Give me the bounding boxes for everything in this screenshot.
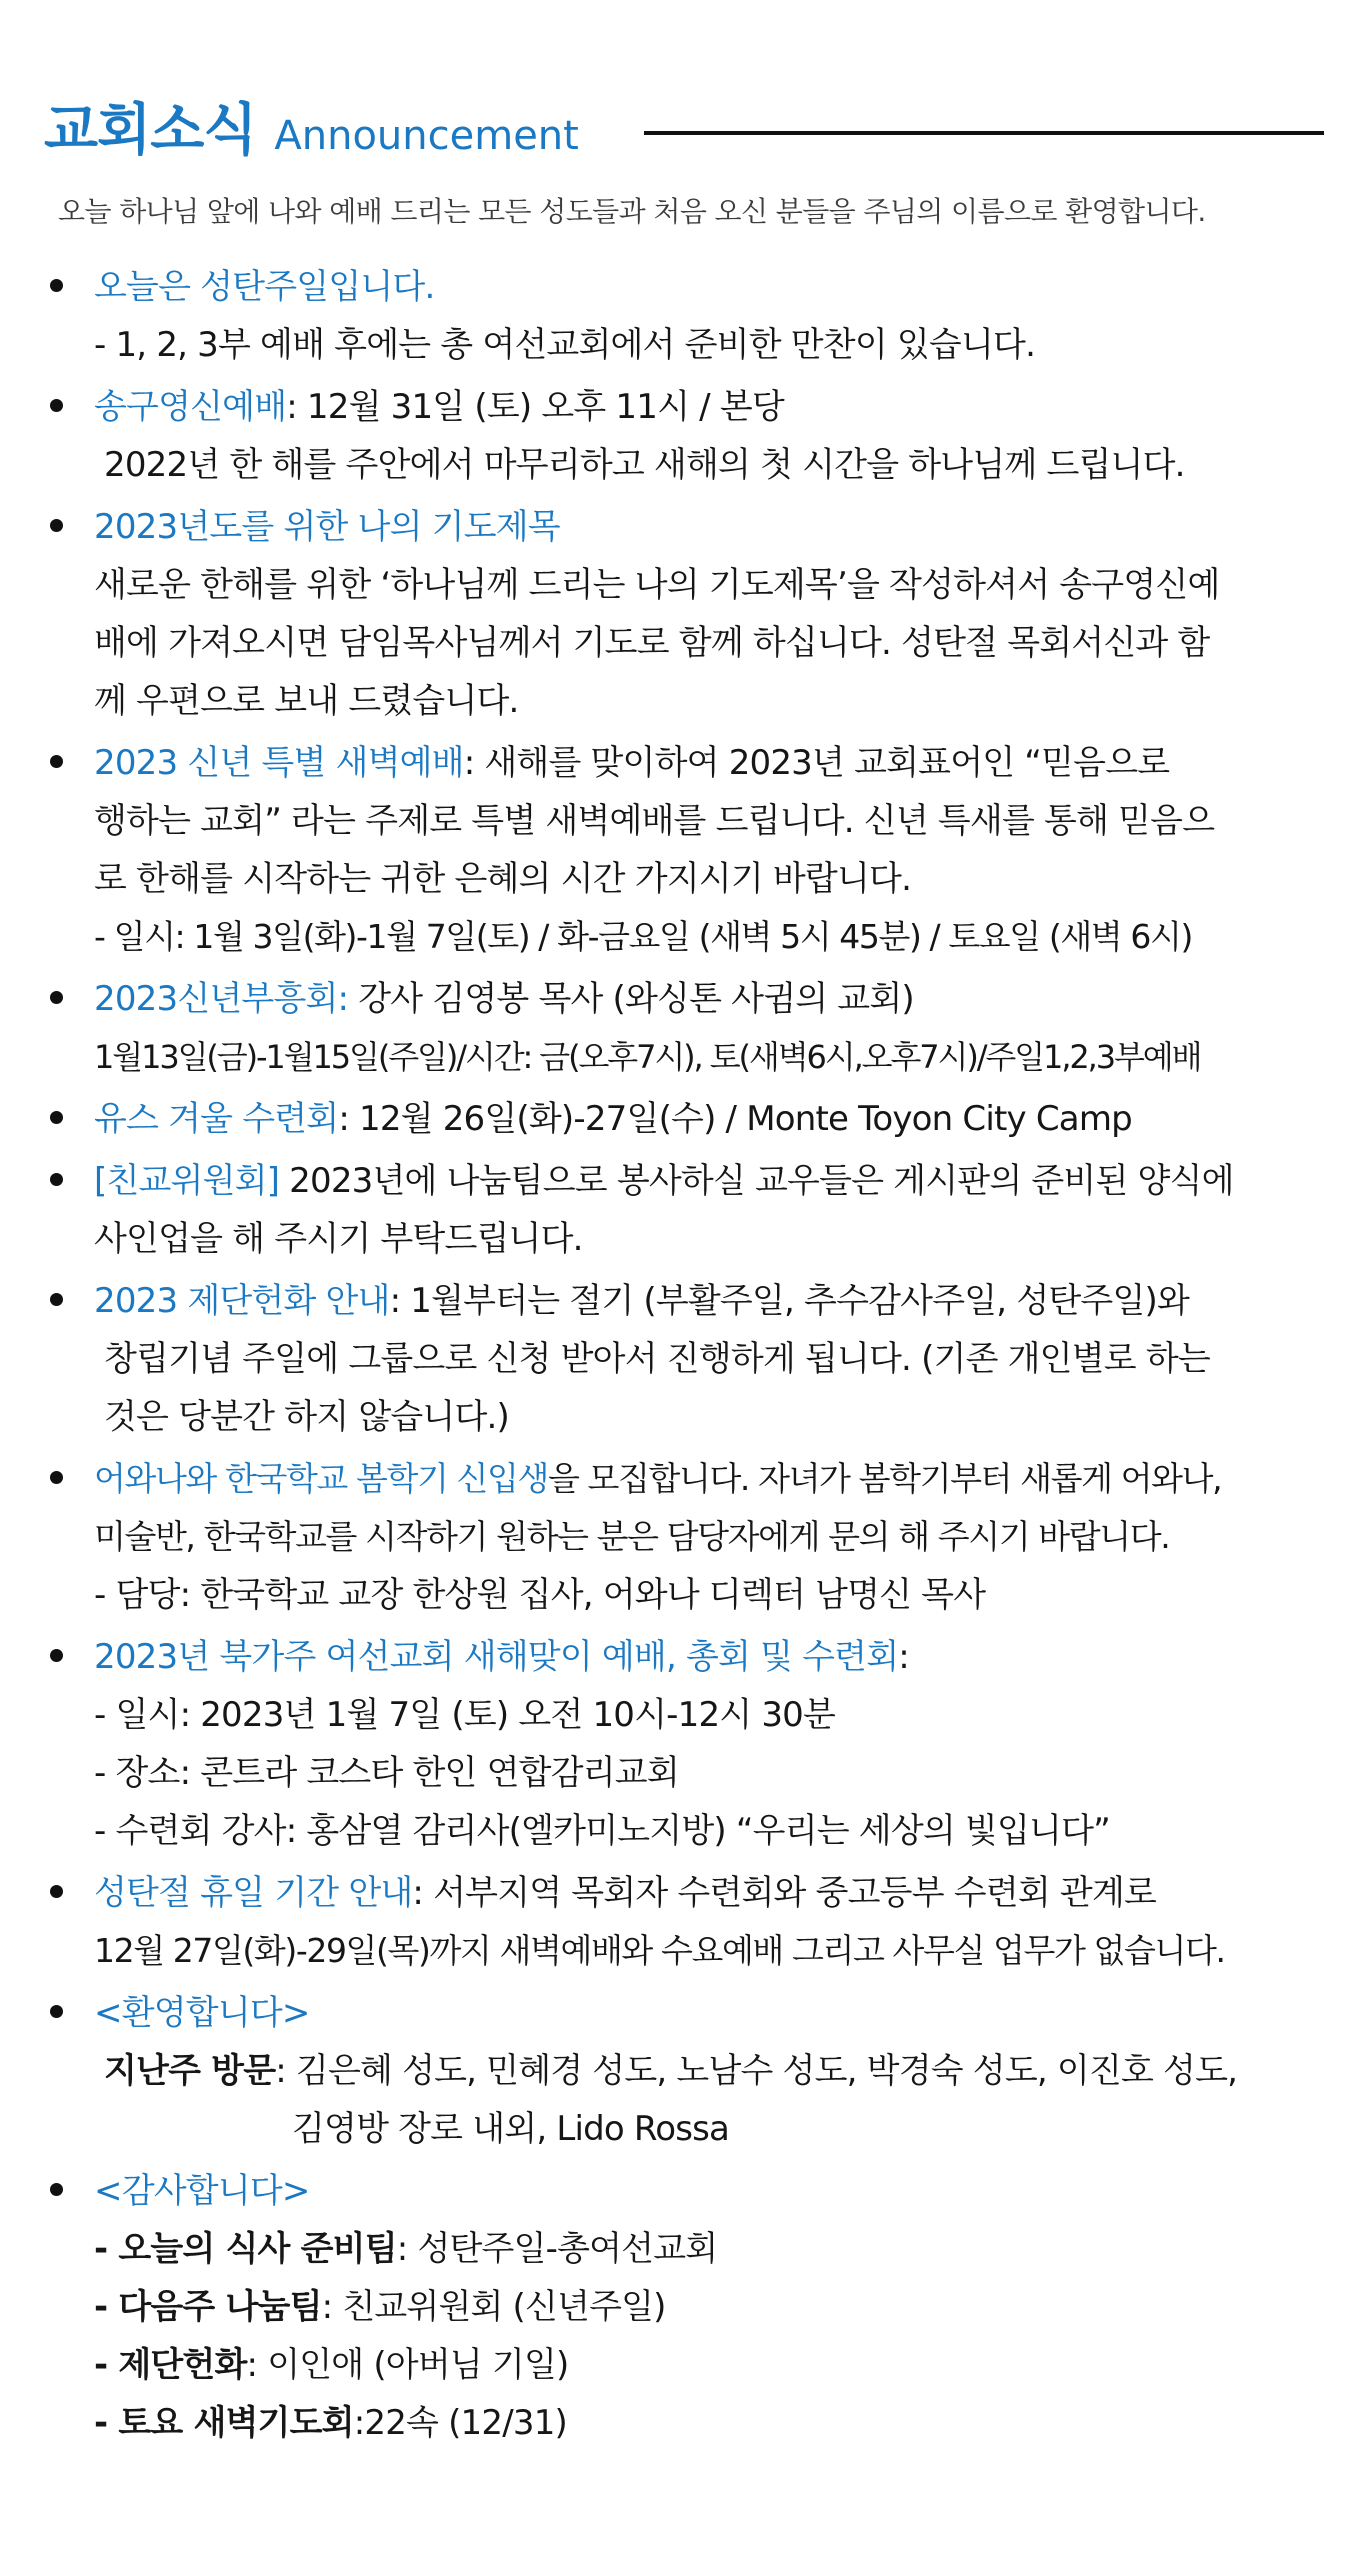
item-text: 12월 27일(화)-29일(목)까지 새벽예배와 수요예배 그리고 사무실 업무가 없습니다. xyxy=(94,1931,1225,1970)
item-text: - 담당: 한국학교 교장 한상원 집사, 어와나 디렉터 남명신 목사 xyxy=(94,1575,986,1615)
bullet-icon xyxy=(50,1111,63,1124)
item-title: <환영합니다> xyxy=(94,1993,310,2033)
visitor-label: 지난주 방문 xyxy=(104,2051,276,2091)
item-text: 사인업을 해 주시기 부탁드립니다. xyxy=(94,1219,583,1259)
bullet-icon xyxy=(50,399,63,412)
item-text: 새로운 한해를 위한 ‘하나님께 드리는 나의 기도제목’을 작성하셔서 송구영신예 xyxy=(94,565,1220,605)
item-title: [친교위원회] xyxy=(94,1161,280,1201)
welcome-intro: 오늘 하나님 앞에 나와 예배 드리는 모든 성도들과 처음 오신 분들을 주님의 이름으로 환영합니다. xyxy=(58,195,1206,228)
list-item xyxy=(50,2162,1320,2452)
item-text: - 장소: 콘트라 코스타 한인 연합감리교회 xyxy=(94,1753,679,1793)
item-title: 2023 제단헌화 안내 xyxy=(94,1281,390,1321)
bullet-icon xyxy=(50,1293,63,1306)
item-text: - 1, 2, 3부 예배 후에는 총 여선교회에서 준비한 만찬이 있습니다. xyxy=(94,325,1036,365)
item-title: 2023신년부흥회: xyxy=(94,979,349,1019)
item-title: 오늘은 성탄주일입니다. xyxy=(94,267,435,307)
item-title: 2023 신년 특별 새벽예배 xyxy=(94,743,464,783)
item-text: 강사 김영봉 목사 (와싱톤 사귐의 교회) xyxy=(348,979,914,1019)
item-title: 2023년 북가주 여선교회 새해맞이 예배, 총회 및 수련회 xyxy=(94,1637,899,1677)
thanks-value: : 친교위원회 (신년주일) xyxy=(321,2287,666,2327)
visitor-names: 김영방 장로 내외, Lido Rossa xyxy=(292,2109,730,2149)
item-text: - 일시: 1월 3일(화)-1월 7일(토) / 화-금요일 (새벽 5시 45분) / 토요일 (새벽 6시) xyxy=(94,917,1192,956)
item-text: : 12월 31일 (토) 오후 11시 / 본당 xyxy=(286,387,784,427)
item-title: 어와나와 한국학교 봄학기 신입생 xyxy=(94,1459,548,1498)
bullet-icon xyxy=(50,991,63,1004)
list-item xyxy=(50,1272,1320,1446)
list-item xyxy=(50,258,1320,374)
bullet-icon xyxy=(50,1649,63,1662)
bullet-icon xyxy=(50,1471,63,1484)
item-text: 미술반, 한국학교를 시작하기 원하는 분은 담당자에게 문의 해 주시기 바랍니다. xyxy=(94,1517,1170,1556)
list-item xyxy=(50,1090,1320,1148)
bullet-icon xyxy=(50,519,63,532)
list-item xyxy=(50,970,1320,1086)
list-item xyxy=(50,378,1320,494)
list-item xyxy=(50,734,1320,966)
item-text: : 서부지역 목회자 수련회와 중고등부 수련회 관계로 xyxy=(412,1873,1157,1913)
page-title: 교회소식 xyxy=(44,98,257,163)
thanks-value: : 이인애 (아버님 기일) xyxy=(246,2345,569,2385)
item-title: 성탄절 휴일 기간 안내 xyxy=(94,1873,413,1913)
item-text: : 12월 26일(화)-27일(수) / Monte Toyon City Camp xyxy=(338,1099,1132,1139)
bullet-icon xyxy=(50,1173,63,1186)
item-text: 것은 당분간 하지 않습니다.) xyxy=(104,1397,509,1437)
thanks-value: :22속 (12/31) xyxy=(353,2403,567,2443)
announcement-list xyxy=(50,258,1320,2456)
item-text: 행하는 교회” 라는 주제로 특별 새벽예배를 드립니다. 신년 특새를 통해 믿음으 xyxy=(94,801,1215,841)
bullet-icon xyxy=(50,279,63,292)
list-item xyxy=(50,1628,1320,1860)
list-item xyxy=(50,1864,1320,1980)
item-title: 유스 겨울 수련회 xyxy=(94,1099,339,1139)
item-text: : 새해를 맞이하여 2023년 교회표어인 “믿음으로 xyxy=(463,743,1170,783)
item-title: 2023년도를 위한 나의 기도제목 xyxy=(94,507,560,547)
item-title: <감사합니다> xyxy=(94,2171,310,2211)
section-header xyxy=(44,86,579,166)
bullet-icon xyxy=(50,1885,63,1898)
item-text: 께 우편으로 보내 드렸습니다. xyxy=(94,681,519,721)
list-item xyxy=(50,1152,1320,1268)
item-text: : 1월부터는 절기 (부활주일, 추수감사주일, 성탄주일)와 xyxy=(389,1281,1190,1321)
list-item xyxy=(50,1984,1320,2158)
item-text: - 수련회 강사: 홍삼열 감리사(엘카미노지방) “우리는 세상의 빛입니다” xyxy=(94,1811,1110,1851)
bullet-icon xyxy=(50,2183,63,2196)
item-text: 창립기념 주일에 그룹으로 신청 받아서 진행하게 됩니다. (기존 개인별로 하는 xyxy=(104,1339,1210,1379)
item-text: 2023년에 나눔팀으로 봉사하실 교우들은 게시판의 준비된 양식에 xyxy=(279,1161,1234,1201)
thanks-label: - 다음주 나눔팀 xyxy=(94,2287,322,2327)
item-text: 을 모집합니다. 자녀가 봄학기부터 새롭게 어와나, xyxy=(547,1459,1222,1498)
page-subtitle: Announcement xyxy=(274,113,579,159)
bullet-icon xyxy=(50,2005,63,2018)
item-text: - 일시: 2023년 1월 7일 (토) 오전 10시-12시 30분 xyxy=(94,1695,836,1735)
header-divider xyxy=(644,131,1324,135)
item-text: 로 한해를 시작하는 귀한 은혜의 시간 가지시기 바랍니다. xyxy=(94,859,912,899)
thanks-label: - 제단헌화 xyxy=(94,2345,247,2385)
bullet-icon xyxy=(50,755,63,768)
thanks-value: : 성탄주일-총여선교회 xyxy=(396,2229,718,2269)
list-item xyxy=(50,1450,1320,1624)
thanks-label: - 오늘의 식사 준비팀 xyxy=(94,2229,397,2269)
visitor-names: : 김은혜 성도, 민혜경 성도, 노남수 성도, 박경숙 성도, 이진호 성도, xyxy=(275,2051,1238,2091)
list-item xyxy=(50,498,1320,730)
item-text: : xyxy=(898,1637,909,1677)
item-text: 배에 가져오시면 담임목사님께서 기도로 함께 하십니다. 성탄절 목회서신과 함 xyxy=(94,623,1210,663)
thanks-label: - 토요 새벽기도회 xyxy=(94,2403,354,2443)
item-text: 1월13일(금)-1월15일(주일)/시간: 금(오후7시), 토(새벽6시,오후7시)/주일1,2,3부예배 xyxy=(94,1038,1201,1076)
item-text: 2022년 한 해를 주안에서 마무리하고 새해의 첫 시간을 하나님께 드립니다. xyxy=(104,445,1185,485)
item-title: 송구영신예배 xyxy=(94,387,287,427)
